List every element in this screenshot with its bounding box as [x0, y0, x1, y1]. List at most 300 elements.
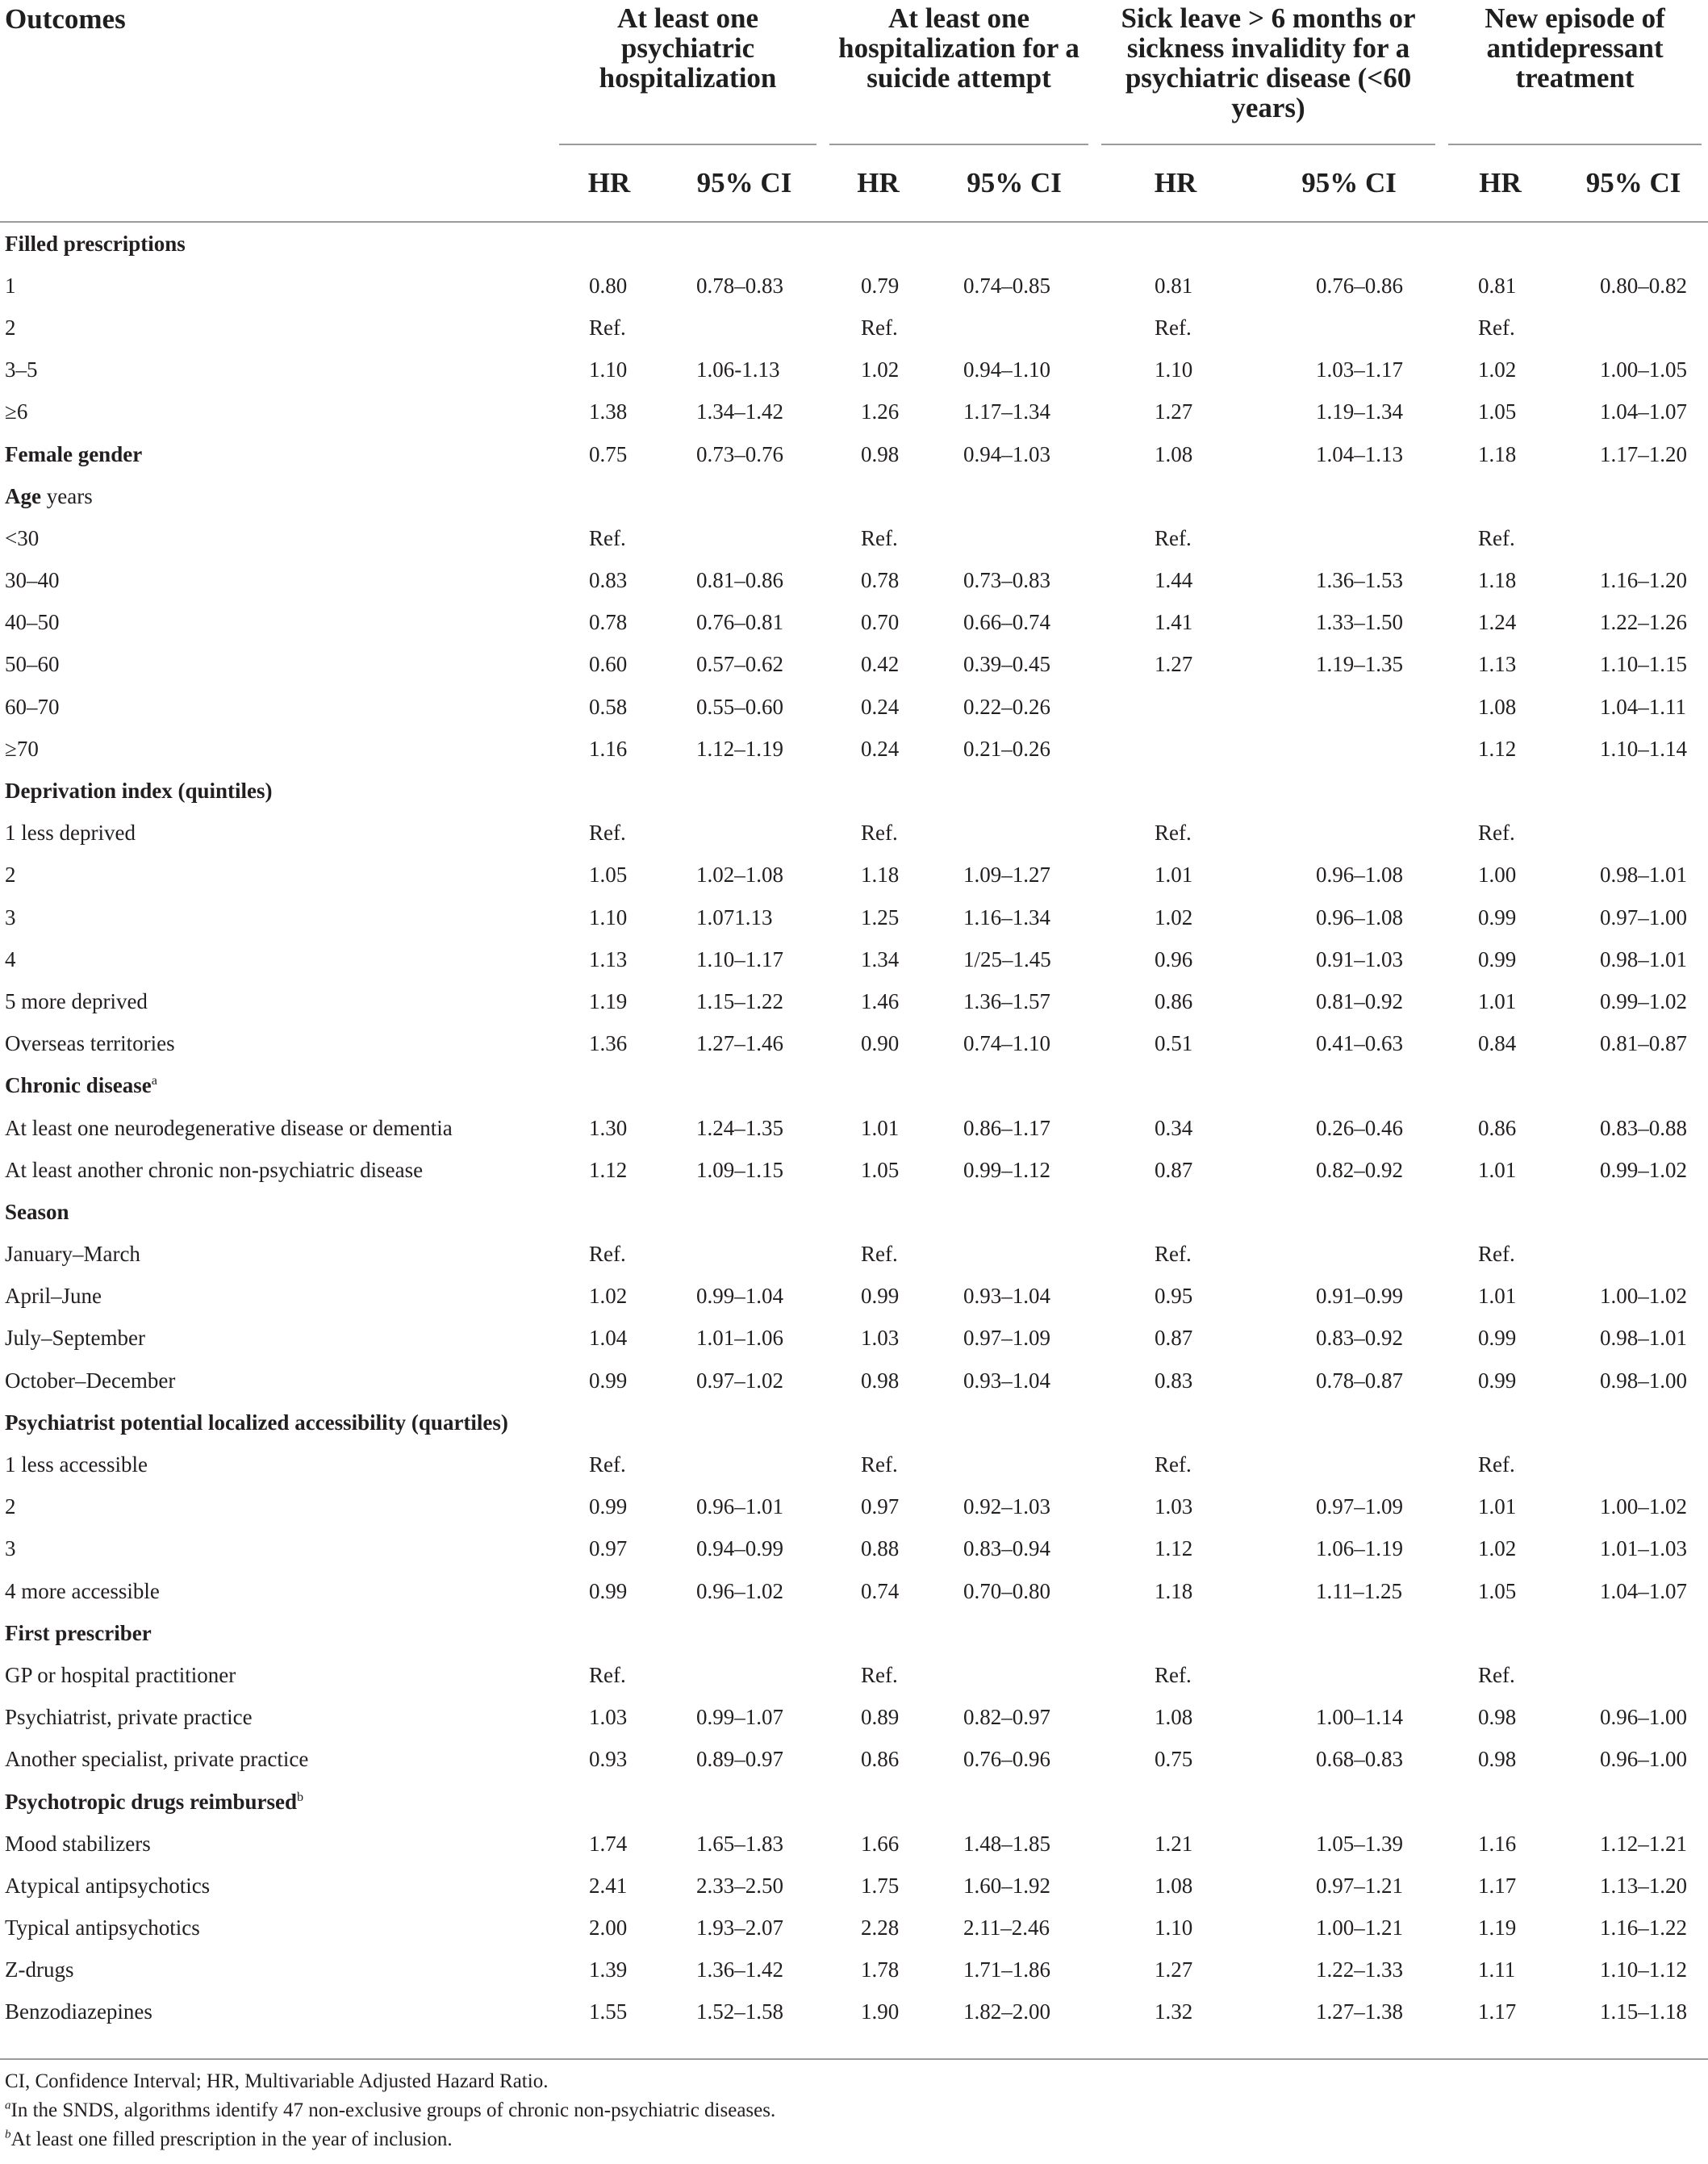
hr-value: 0.98 — [861, 1368, 900, 1393]
hr-value: 1.01 — [1478, 1494, 1517, 1519]
hr-value: 1.11 — [1478, 1957, 1516, 1982]
hr-value: 1.18 — [1478, 441, 1517, 466]
section-row — [0, 475, 1708, 517]
ci-value: 1.00–1.05 — [1600, 357, 1688, 382]
ci-value: 0.99–1.07 — [696, 1705, 783, 1730]
row-label — [0, 1402, 553, 1443]
row-label-text: 5 more deprived — [5, 988, 148, 1013]
ci-value: 1.11–1.25 — [1316, 1578, 1403, 1603]
hr-value: 1.12 — [589, 1157, 628, 1182]
hr-value: 1.10 — [1155, 1915, 1193, 1940]
ci-value: 1.02–1.08 — [696, 863, 783, 888]
table-row — [0, 980, 1708, 1022]
ci-value: 1.12–1.19 — [696, 736, 783, 761]
hr-value: 0.80 — [589, 273, 628, 298]
ci-value: 0.94–1.03 — [963, 441, 1051, 466]
row-label — [0, 265, 553, 307]
hr-value: 1.02 — [1155, 904, 1193, 930]
table-row — [0, 896, 1708, 938]
ci-value: 1.06–1.19 — [1316, 1536, 1404, 1561]
group-header-antidepressant: New episode of antidepressant treatment — [1442, 0, 1708, 145]
hr-value: 1.74 — [589, 1831, 628, 1856]
hr-value: Ref. — [1155, 821, 1192, 846]
ci-value: 0.74–0.85 — [963, 273, 1051, 298]
ci-value: 1.27–1.46 — [696, 1031, 783, 1056]
ci-value: 1/25–1.45 — [963, 946, 1051, 971]
hr-value: 0.51 — [1155, 1031, 1193, 1056]
row-label-text: Overseas territories — [5, 1031, 175, 1056]
hr-value: 1.17 — [1478, 1999, 1517, 2024]
ci-value: 1.48–1.85 — [963, 1831, 1051, 1856]
hr-value — [823, 1612, 933, 1654]
row-label-text: Another specialist, private practice — [5, 1747, 309, 1772]
ci-value: 1.65–1.83 — [696, 1831, 783, 1856]
ci-value — [666, 223, 823, 265]
row-label-text: Deprivation index (quintiles) — [5, 779, 273, 804]
section-row — [0, 433, 1708, 475]
group-header-sick-leave: Sick leave > 6 months or sickness invalidity for a psychiatric disease (<60 years) — [1095, 0, 1442, 145]
ci-value: 0.68–0.83 — [1316, 1747, 1404, 1772]
row-label-text: Psychiatrist, private practice — [5, 1705, 253, 1730]
ci-value — [1256, 517, 1442, 559]
hr-value — [1095, 728, 1256, 770]
ci-value: 0.80–0.82 — [1600, 273, 1688, 298]
row-label-text: October–December — [5, 1368, 176, 1393]
ci-value — [666, 1402, 823, 1443]
row-label-text: Filled prescriptions — [5, 231, 186, 256]
ci-value: 1.15–1.18 — [1600, 1999, 1688, 2024]
ci-value — [1256, 1191, 1442, 1233]
hr-value: 0.78 — [861, 568, 900, 593]
hr-value: 0.78 — [589, 610, 628, 635]
ci-value: 1.06-1.13 — [696, 357, 780, 382]
ci-value — [1559, 770, 1708, 812]
ci-value — [933, 1065, 1095, 1107]
ci-value: 1.19–1.34 — [1316, 399, 1404, 424]
section-row — [0, 1191, 1708, 1233]
hr-value — [553, 770, 666, 812]
row-label — [0, 1065, 553, 1107]
hr-value: 0.97 — [861, 1494, 900, 1519]
hr-value: Ref. — [1478, 1452, 1515, 1477]
hr-value: 0.99 — [589, 1368, 628, 1393]
ci-value: 0.96–1.08 — [1316, 863, 1404, 888]
subheader-hr: HR — [587, 167, 631, 198]
hr-value — [823, 1065, 933, 1107]
ci-value — [1256, 728, 1442, 770]
hr-value: 0.24 — [861, 694, 900, 719]
ci-value — [933, 1191, 1095, 1233]
hr-value — [1442, 475, 1559, 517]
row-label-text: Atypical antipsychotics — [5, 1873, 211, 1898]
ci-value: 0.99–1.12 — [963, 1157, 1051, 1182]
ci-value: 1.93–2.07 — [696, 1915, 783, 1940]
hr-value: 0.83 — [1155, 1368, 1193, 1393]
ci-value: 0.99–1.02 — [1600, 988, 1688, 1013]
row-label — [0, 1570, 553, 1612]
row-label-text: Chronic disease — [5, 1073, 152, 1098]
row-label-text: 1 — [5, 273, 16, 298]
hr-value — [1095, 223, 1256, 265]
ci-value: 0.81–0.86 — [696, 568, 783, 593]
hr-value: 0.98 — [1478, 1705, 1517, 1730]
ci-value: 0.92–1.03 — [963, 1494, 1051, 1519]
hr-value: 0.99 — [1478, 904, 1517, 930]
row-label — [0, 1023, 553, 1065]
hr-value — [1095, 1191, 1256, 1233]
ci-value: 0.96–1.00 — [1600, 1705, 1688, 1730]
ci-value: 0.21–0.26 — [963, 736, 1051, 761]
hr-value: 1.21 — [1155, 1831, 1193, 1856]
hr-value — [553, 223, 666, 265]
ci-value: 0.97–1.09 — [963, 1326, 1051, 1351]
table-row — [0, 1991, 1708, 2033]
table-header — [0, 0, 1708, 223]
hr-value — [553, 1612, 666, 1654]
row-label-text: Benzodiazepines — [5, 1999, 152, 2024]
row-label-text: ≥6 — [5, 399, 28, 424]
ci-value: 1.05–1.39 — [1316, 1831, 1404, 1856]
hr-value: 1.78 — [861, 1957, 900, 1982]
hr-value: 0.88 — [861, 1536, 900, 1561]
ci-value: 0.55–0.60 — [696, 694, 783, 719]
ci-value — [666, 1191, 823, 1233]
ci-value: 1.22–1.33 — [1316, 1957, 1404, 1982]
row-label — [0, 1276, 553, 1318]
row-label-text: Typical antipsychotics — [5, 1915, 200, 1940]
ci-value: 0.93–1.04 — [963, 1284, 1051, 1309]
hr-value: Ref. — [861, 1242, 898, 1267]
section-row — [0, 223, 1708, 265]
hr-value: 1.00 — [1478, 863, 1517, 888]
hr-value: 1.55 — [589, 1999, 628, 2024]
ci-value: 0.93–1.04 — [963, 1368, 1051, 1393]
row-label — [0, 1486, 553, 1528]
hr-value: 0.99 — [861, 1284, 900, 1309]
row-label — [0, 1865, 553, 1907]
hr-value: 0.98 — [861, 441, 900, 466]
ci-value: 0.39–0.45 — [963, 652, 1051, 677]
hr-value — [1442, 1612, 1559, 1654]
hr-value: 0.34 — [1155, 1115, 1193, 1140]
ci-value — [1559, 1781, 1708, 1823]
ci-value: 0.73–0.76 — [696, 441, 783, 466]
hr-value: Ref. — [1478, 1662, 1515, 1687]
hr-value: 1.08 — [1155, 441, 1193, 466]
hr-value: 0.81 — [1155, 273, 1193, 298]
table-row — [0, 938, 1708, 980]
hr-value: Ref. — [589, 1452, 626, 1477]
row-label — [0, 1443, 553, 1485]
table-row — [0, 1360, 1708, 1402]
row-label — [0, 223, 553, 265]
footnote-abbreviations: CI, Confidence Interval; HR, Multivariable Adjusted Hazard Ratio. — [5, 2070, 549, 2092]
row-label-text: At least another chronic non-psychiatric disease — [5, 1157, 424, 1182]
hr-value: 0.99 — [1478, 1326, 1517, 1351]
footnote-marker: b — [297, 1789, 304, 1804]
footnote-a — [5, 2096, 1699, 2125]
ci-value — [1559, 1234, 1708, 1276]
hr-value: Ref. — [589, 1662, 626, 1687]
hr-value — [1442, 770, 1559, 812]
hr-value: 1.01 — [1155, 863, 1193, 888]
hr-value: 1.05 — [1478, 399, 1517, 424]
hr-value: 1.34 — [861, 946, 900, 971]
ci-value: 1.19–1.35 — [1316, 652, 1404, 677]
ci-value: 0.26–0.46 — [1316, 1115, 1404, 1140]
ci-value — [933, 1402, 1095, 1443]
ci-value — [666, 1654, 823, 1696]
hr-value: 1.10 — [589, 357, 628, 382]
hr-value: Ref. — [589, 315, 626, 340]
ci-value: 1.16–1.20 — [1600, 568, 1688, 593]
hr-value: 1.01 — [861, 1115, 900, 1140]
ci-value — [666, 1781, 823, 1823]
hr-value — [1442, 1191, 1559, 1233]
table-row — [0, 1865, 1708, 1907]
ci-value — [933, 1612, 1095, 1654]
row-label — [0, 813, 553, 854]
section-row — [0, 1065, 1708, 1107]
table-row — [0, 1949, 1708, 1991]
ci-value — [1559, 223, 1708, 265]
row-label-text: 2 — [5, 863, 16, 888]
row-label — [0, 560, 553, 602]
row-label — [0, 1781, 553, 1823]
table-row — [0, 517, 1708, 559]
row-label-text: Age — [5, 483, 41, 508]
hr-value: Ref. — [1478, 525, 1515, 550]
ci-value: 1.00–1.02 — [1600, 1494, 1688, 1519]
ci-value — [1256, 1443, 1442, 1485]
hr-value: 1.02 — [1478, 357, 1517, 382]
ci-value: 1.16–1.34 — [963, 904, 1051, 930]
ci-value — [1256, 1654, 1442, 1696]
ci-value — [666, 475, 823, 517]
hr-value: 1.30 — [589, 1115, 628, 1140]
hr-value: 0.86 — [1155, 988, 1193, 1013]
group-header-suicide-attempt: At least one hospitalization for a suicide attempt — [823, 0, 1095, 145]
row-label — [0, 391, 553, 433]
ci-value: 0.76–0.96 — [963, 1747, 1051, 1772]
ci-value: 0.97–1.02 — [696, 1368, 783, 1393]
hr-value: Ref. — [1155, 1662, 1192, 1687]
hr-value: 1.05 — [861, 1157, 900, 1182]
section-row — [0, 1402, 1708, 1443]
ci-value: 0.96–1.08 — [1316, 904, 1404, 930]
subheader-ci: 95% CI — [696, 167, 792, 198]
subheader-ci: 95% CI — [1585, 167, 1681, 198]
hr-value — [823, 475, 933, 517]
hr-value — [1442, 1781, 1559, 1823]
ci-value — [933, 517, 1095, 559]
hr-value: 1.18 — [1155, 1578, 1193, 1603]
row-label-text: Psychotropic drugs reimbursed — [5, 1789, 298, 1814]
hr-value: 1.10 — [589, 904, 628, 930]
ci-value — [1559, 307, 1708, 349]
table-row — [0, 644, 1708, 686]
hr-value: 1.17 — [1478, 1873, 1517, 1898]
ci-value — [1559, 1065, 1708, 1107]
group-header-psychiatric-hospitalization: At least one psychiatric hospitalization — [553, 0, 823, 145]
ci-value: 0.83–0.88 — [1600, 1115, 1688, 1140]
ci-value: 1.24–1.35 — [696, 1115, 783, 1140]
hr-value: 1.44 — [1155, 568, 1193, 593]
ci-value: 0.91–0.99 — [1316, 1284, 1404, 1309]
hr-value: 1.39 — [589, 1957, 628, 1982]
table-row — [0, 728, 1708, 770]
ci-value: 0.82–0.92 — [1316, 1157, 1404, 1182]
ci-value: 0.22–0.26 — [963, 694, 1051, 719]
hr-value: 0.24 — [861, 736, 900, 761]
ci-value: 1.12–1.21 — [1600, 1831, 1688, 1856]
row-label — [0, 1318, 553, 1360]
table-row — [0, 1823, 1708, 1865]
ci-value — [933, 307, 1095, 349]
ci-value — [1256, 1612, 1442, 1654]
row-label — [0, 854, 553, 896]
subheader-hr: HR — [1154, 167, 1197, 198]
ci-value — [666, 813, 823, 854]
section-row — [0, 1781, 1708, 1823]
hr-value: 1.01 — [1478, 988, 1517, 1013]
footnote-b-mark: b — [5, 2128, 11, 2141]
row-label — [0, 980, 553, 1022]
hr-value: Ref. — [1478, 315, 1515, 340]
outcomes-header: Outcomes — [5, 3, 126, 35]
ci-value: 1.071.13 — [696, 904, 773, 930]
hr-value: 1.01 — [1478, 1157, 1517, 1182]
ci-value: 1.60–1.92 — [963, 1873, 1051, 1898]
hr-value: 1.27 — [1155, 652, 1193, 677]
ci-value: 0.82–0.97 — [963, 1705, 1051, 1730]
table-row — [0, 813, 1708, 854]
row-label-text: 1 less deprived — [5, 821, 136, 846]
hr-value — [1442, 1402, 1559, 1443]
hr-value: 1.08 — [1155, 1873, 1193, 1898]
hr-value: 2.41 — [589, 1873, 628, 1898]
row-label — [0, 938, 553, 980]
table-row — [0, 349, 1708, 391]
ci-value — [1256, 1781, 1442, 1823]
hr-value — [1442, 223, 1559, 265]
ci-value: 2.33–2.50 — [696, 1873, 783, 1898]
ci-value: 0.96–1.00 — [1600, 1747, 1688, 1772]
table-row — [0, 1318, 1708, 1360]
hr-value: 0.86 — [861, 1747, 900, 1772]
table-row — [0, 1907, 1708, 1949]
subheader-ci: 95% CI — [1301, 167, 1397, 198]
table-row — [0, 1443, 1708, 1485]
hr-value — [1095, 1781, 1256, 1823]
ci-value: 1.34–1.42 — [696, 399, 783, 424]
footnote-b — [5, 2125, 1699, 2154]
section-row — [0, 770, 1708, 812]
row-label-text: First prescriber — [5, 1620, 152, 1645]
hr-value: 1.75 — [861, 1873, 900, 1898]
table-row — [0, 1570, 1708, 1612]
ci-value — [1559, 1654, 1708, 1696]
hr-value: Ref. — [861, 1662, 898, 1687]
row-label-text: 3 — [5, 1536, 16, 1561]
hr-value: 0.96 — [1155, 946, 1193, 971]
ci-value: 0.91–1.03 — [1316, 946, 1404, 971]
ci-value: 1.27–1.38 — [1316, 1999, 1404, 2024]
hr-value: 1.12 — [1155, 1536, 1193, 1561]
hr-value: 0.87 — [1155, 1157, 1193, 1182]
ci-value: 0.99–1.04 — [696, 1284, 783, 1309]
footer-divider — [0, 2058, 1708, 2060]
hr-value: 1.32 — [1155, 1999, 1193, 2024]
ci-value — [933, 1781, 1095, 1823]
hr-value: 0.60 — [589, 652, 628, 677]
subheader-hr: HR — [857, 167, 900, 198]
hr-value: 1.03 — [589, 1705, 628, 1730]
ci-value: 0.96–1.02 — [696, 1578, 783, 1603]
hr-value: 0.81 — [1478, 273, 1517, 298]
row-label — [0, 1654, 553, 1696]
hr-value — [823, 223, 933, 265]
row-label — [0, 1907, 553, 1949]
hr-value: 0.83 — [589, 568, 628, 593]
ci-value: 1.16–1.22 — [1600, 1915, 1688, 1940]
row-label-text: Female gender — [5, 441, 143, 466]
ci-value — [933, 475, 1095, 517]
ci-value: 1.10–1.12 — [1600, 1957, 1688, 1982]
ci-value: 0.97–1.09 — [1316, 1494, 1404, 1519]
table-row — [0, 686, 1708, 728]
row-label — [0, 644, 553, 686]
row-label-text: 1 less accessible — [5, 1452, 148, 1477]
ci-value: 0.86–1.17 — [963, 1115, 1051, 1140]
table-row — [0, 1528, 1708, 1570]
hr-value — [1095, 686, 1256, 728]
ci-value — [933, 1443, 1095, 1485]
row-label-text: 30–40 — [5, 568, 60, 593]
hr-value: 0.79 — [861, 273, 900, 298]
hr-value: Ref. — [861, 1452, 898, 1477]
subheader-blank — [0, 145, 553, 222]
hr-value: 0.75 — [589, 441, 628, 466]
table-row — [0, 560, 1708, 602]
row-label — [0, 1949, 553, 1991]
row-label-text: 2 — [5, 1494, 16, 1519]
row-label — [0, 475, 553, 517]
subheader-hr: HR — [1479, 167, 1522, 198]
hr-value: 0.86 — [1478, 1115, 1517, 1140]
hr-value: Ref. — [861, 315, 898, 340]
table-body — [0, 223, 1708, 2033]
ci-value: 1.09–1.27 — [963, 863, 1051, 888]
ci-value — [666, 770, 823, 812]
hr-value: Ref. — [589, 525, 626, 550]
ci-value: 0.78–0.87 — [1316, 1368, 1404, 1393]
row-label — [0, 1823, 553, 1865]
ci-value — [1559, 1612, 1708, 1654]
ci-value — [1559, 517, 1708, 559]
footnote-marker: a — [151, 1073, 157, 1088]
hr-value: 1.05 — [1478, 1578, 1517, 1603]
ci-value: 0.41–0.63 — [1316, 1031, 1404, 1056]
row-label — [0, 1149, 553, 1191]
table-row — [0, 1149, 1708, 1191]
hr-value: 2.28 — [861, 1915, 900, 1940]
ci-value — [1256, 475, 1442, 517]
ci-value — [666, 307, 823, 349]
ci-value — [1256, 1234, 1442, 1276]
row-label-text: January–March — [5, 1242, 140, 1267]
row-label-text: 50–60 — [5, 652, 60, 677]
